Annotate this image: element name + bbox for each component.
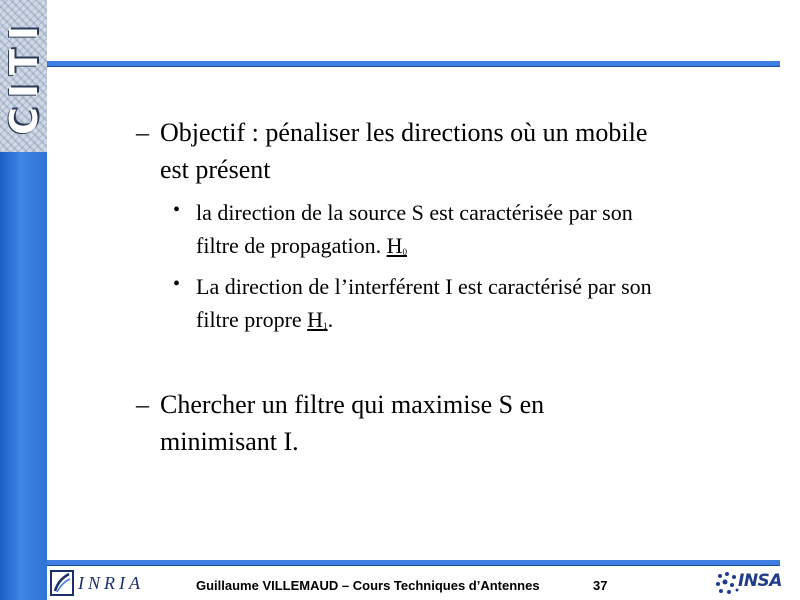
subbullet-interferer-line2 [173,303,763,343]
insa-logo [712,568,788,598]
footer-author-course: Guillaume VILLEMAUD – Cours Techniques d’Antennes [196,578,540,593]
insa-logo-text: INSA [738,571,782,591]
subbullet-source-prefix: filtre de propagation. [196,233,387,258]
h0-symbol [387,233,407,258]
bullet-seek-line2: minimisant I. [160,427,299,456]
subbullet-source [173,196,763,269]
h0-letter: H [386,233,403,258]
citi-logo-text: CITI [2,16,46,136]
footer [0,566,800,600]
subbullet-interferer [173,270,763,343]
bullet-marker: • [173,199,181,221]
subbullet-source-line1: la direction de la source S est caractérisée par son [196,200,633,225]
bullet-marker: • [173,273,181,295]
bullet-objective-line2: est présent [160,155,271,184]
subbullet-interferer-prefix: filtre propre [196,307,308,332]
h1-symbol [307,307,327,332]
inria-emblem-icon [50,570,74,596]
bullet-seek-line1: Chercher un filtre qui maximise S en [160,390,545,419]
subbullet-source-line2 [173,229,763,269]
h1-subscript: 1 [323,321,328,331]
subbullet-interferer-suffix: . [327,307,334,332]
h0-subscript: 0 [402,247,407,257]
page-number: 37 [593,578,608,593]
dash-marker: – [136,390,149,419]
inria-logo-text: INRIA [78,573,144,593]
h1-letter: H [307,307,324,332]
inria-logo [50,570,160,596]
subbullet-interferer-line1: La direction de l’interférent I est caractérisé par son [196,274,652,299]
bullet-seek [136,386,756,460]
bullet-objective [136,114,756,188]
bullet-objective-line1: Objectif : pénaliser les directions où un mobile [160,118,648,147]
dash-marker: – [136,118,149,147]
